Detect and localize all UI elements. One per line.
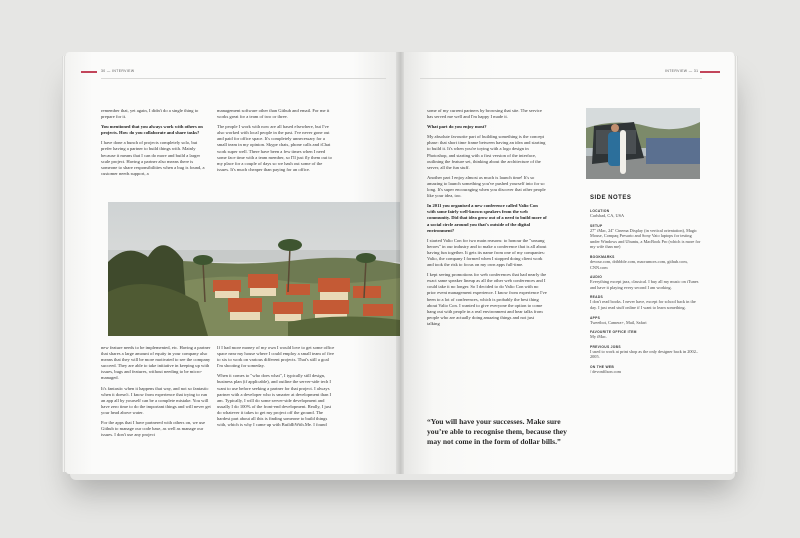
side-note-value: / devonfilson.com (590, 368, 622, 374)
side-note-value: devour.com, dribbble.com, macrumors.com, github.com, CNN.com (590, 258, 688, 270)
spine-shadow (396, 52, 404, 474)
header-rule-right (420, 78, 702, 79)
side-note-value: I used to work at print shop as the only designer back in 2002–2005. (590, 348, 698, 360)
side-note-label: BOOKMARKS (590, 254, 615, 259)
paragraph: I kept seeing promotions for web conferences that had nearly the exact same speaker lineup as all the other web conferences and I could take it no longer. So I decided to do Valio Con with no prior event management experience. I know from experience I've been to a lot of conferences, which is probably the best thing about Valio Con. I wanted to give everyone the option to come hang out with people in a real environment and hear talks from people who are actually doing amazing things and not just talking (427, 272, 547, 326)
side-note-value: 27" iMac, 24" Cinema Display (in vertical orientation), Magic Mouse, Compaq Presario and Sony Vaio laptops for testing under Windows and Ubuntu, a MacBook Pro (which is more for my wife than me) (590, 227, 701, 250)
paragraph: For the apps that I have partnered with others on, we use Github to manage our code base, as well as manage our issues. I don't use any project (101, 420, 206, 438)
left-col2-top (217, 108, 335, 177)
right-page (400, 52, 734, 474)
side-note-value: My iMac. (590, 334, 607, 340)
surfer-photo (586, 108, 700, 179)
paragraph: If I had more money of my own I would love to get some office space near my house where I could employ a small team of five to six to work on various different projects. That's still a goal I'm shooting for someday. (217, 345, 335, 369)
side-note-value: I don't read books. I never have, except for school back in the day. I just read stuff online if I want to learn something. (590, 299, 696, 310)
side-note-label: SETUP (590, 223, 603, 228)
town-photo (108, 202, 400, 336)
side-notes-title: SIDE NOTES (590, 195, 632, 201)
left-col1-bottom (101, 345, 211, 442)
side-note-value: Everything except jazz, classical. I buy all my music on iTunes and have it playing every second I am working. (590, 279, 699, 290)
town-photo-image (108, 202, 400, 336)
right-main-column (427, 108, 547, 331)
paragraph: What part do you enjoy most? (427, 124, 487, 130)
left-col2-bottom (217, 345, 335, 432)
paragraph: When it comes to "who does what", I typically still design, business plan (if applicable), and outline the server-side tech I want to use before seeking a partner for that project. I always partner with a developer who is smarter at development than I am. Typically, I will do some server-side development and usually I do 100% of the front-end development. Really, I just do whatever it takes to get my project off the ground. The hardest part about all this is finding someone to build things with, which is why I came up with BuildItWith.Me. I found (217, 373, 332, 428)
paragraph: I have done a bunch of projects completely solo, but prefer having a partner to build things with. Mainly because it means that I can do more and build a larger scale project. Having a partner also means there is someone to share responsibilities when a bug is found, a customer needs support, a (101, 140, 205, 176)
pull-quote: “You will have your successes. Make sure you’re able to recognise them, because they may not come in the form of dollar bills.” (427, 417, 567, 446)
paragraph: remember that, yet again, I didn't do a single thing to prepare for it. (101, 108, 199, 120)
paragraph: You mentioned that you always work with others on projects. How do you collaborate and share tasks? (101, 124, 203, 136)
side-note-value: Tweetbot, Camera+, Mail, Safari (590, 319, 647, 325)
side-note-label: FAVOURITE OFFICE ITEM (590, 330, 637, 335)
paragraph: I started Valio Con for two main reasons: to honour the "unsung heroes" in our industry and to make a conference that is all about having fun together. It gets its name from one of my companies: Valio, the company I formed when I stopped doing client work and took the risk to focus on my own apps full-time. (427, 237, 547, 268)
side-notes-list (590, 204, 702, 375)
paragraph: Another part I enjoy almost as much is launch time! It's so amazing to launch something you've pushed yourself into for so long. It's super encouraging when you discover that other people like your idea, too. (427, 174, 546, 199)
paragraph: It's fantastic when it happens that way, and not so fantastic when it doesn't. I know from experience that trying to run an app all by yourself can be a complete mistake. You will have zero time to do the important things and will never get your head above water. (101, 385, 211, 415)
surfer-photo-image (586, 108, 700, 179)
side-note-label: AUDIO (590, 275, 603, 280)
paragraph: My absolute favourite part of building something is the concept phase: that short time frame between having an idea and starting to build it. It's when you're toying with a logo design in Photoshop, and starting with a first version of the interface, outlining the feature set, thinking about the architecture of the server, all the fun stuff. (427, 134, 546, 170)
running-head-right: INTERVIEW — 31 (665, 69, 699, 73)
side-note-label: APPS (590, 315, 601, 320)
accent-bar-right (700, 71, 720, 73)
side-note-label: READS (590, 295, 604, 300)
paragraph: In 2011 you organised a new conference called Valio Con with some fairly well-known speakers from the web community. Did that idea grow out of a need to build more of a social circle around you that's outside of the digital environment? (427, 203, 547, 233)
side-note-label: ON THE WEB (590, 364, 615, 369)
side-note-label: LOCATION (590, 209, 610, 213)
accent-bar-left (81, 71, 97, 73)
paragraph: some of my current partners by browsing that site. The service has served me well and I'm happy I made it. (427, 108, 542, 120)
running-head-left: 30 — INTERVIEW (101, 69, 135, 73)
left-page (66, 52, 400, 474)
paragraph: The people I work with now are all based elsewhere, but I've also worked with local people in the past. I've never gone out and paid for office space. It's completely unnecessary for a small team in my opinion. Skype chats, phone calls and iChat work super well. There have been a few times when I need some face time with a team member, so I'll just fly them out to my place for a couple of days so we hash out some of the issues. It's much cheaper than paying for an office. (217, 124, 332, 172)
left-col1-top (101, 108, 209, 181)
side-note-label: PREVIOUS JOBS (590, 344, 621, 349)
paragraph: management software other than Github and email. For me it works great for a team of two or three. (217, 108, 330, 120)
side-note-value: Carlsbad, CA, USA (590, 213, 625, 218)
header-rule-left (101, 78, 386, 79)
paragraph: new feature needs to be implemented, etc. Having a partner that shares a large amount of equity in your company also means that they will be more motivated to see the company succeed. They are able to take initiative in keeping up with issues, bugs and features, without needing to be micro-managed. (101, 345, 211, 381)
